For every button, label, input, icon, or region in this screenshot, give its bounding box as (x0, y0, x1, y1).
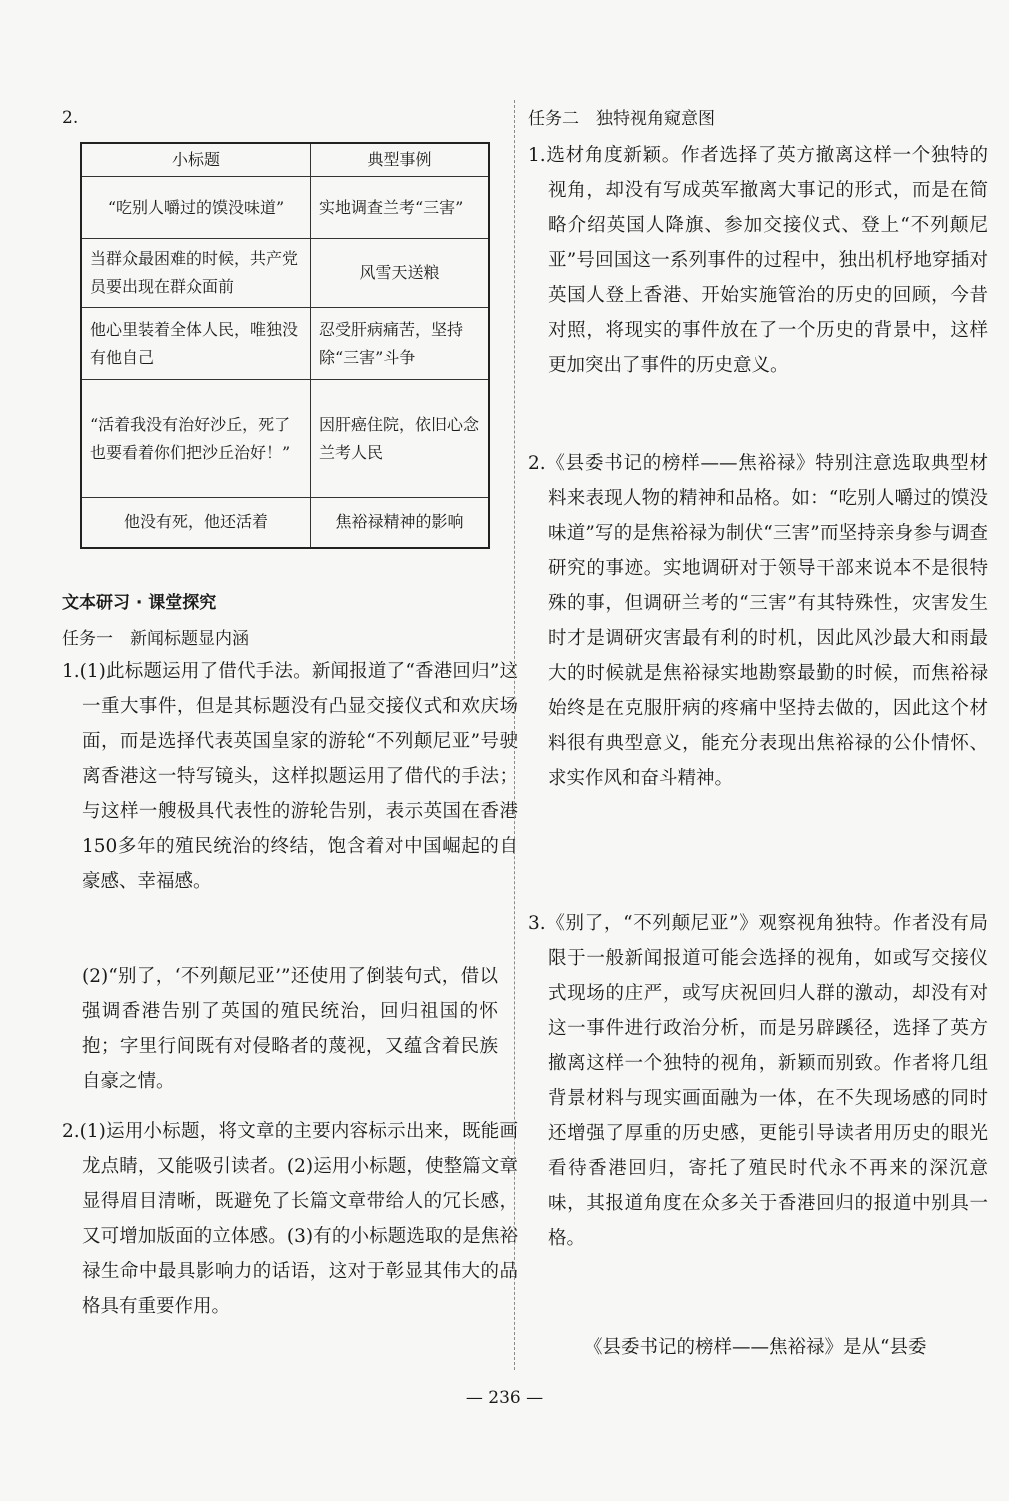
right-paragraph-3: 3.《别了，“不列颠尼亚”》观察视角独特。作者没有局限于一般新闻报道可能会选择的视角，如或写交接仪式现场的庄严，或写庆祝回归人群的激动，却没有对这一事件进行政治分析，而是另辟蹊径，选择了英方撤离这样一个独特的视角，新颖而别致。作者将几组背景材料与现实画面融为一体，在不失现场感的同时还增强了厚重的历史感，更能引导读者用历史的眼光看待香港回归，寄托了殖民时代永不再来的深沉意味，其报道角度在众多关于香港回归的报道中别具一格。 (528, 913, 988, 1249)
table-cell: 忍受肝病痛苦，坚持除“三害”斗争 (311, 308, 490, 380)
table-cell: 实地调查兰考“三害” (311, 177, 490, 239)
table-header-row (81, 143, 489, 177)
left-paragraph-1: 1.(1)此标题运用了借代手法。新闻报道了“香港回归”这一重大事件，但是其标题没有凸显交接仪式和欢庆场面，而是选择代表英国皇家的游轮“不列颠尼亚”号驶离香港这一特写镜头，这样拟题运用了借代的手法；与这样一艘极具代表性的游轮告别，表示英国在香港150多年的殖民统治的终结，饱含着对中国崛起的自豪感、幸福感。 (62, 661, 518, 892)
section-title: 文本研习 · 课堂探究 (62, 593, 217, 613)
table-row (81, 498, 489, 548)
table-header: 小标题 (81, 143, 311, 177)
table-cell: 因肝癌住院，依旧心念兰考人民 (311, 380, 490, 498)
table-header: 典型事例 (311, 143, 490, 177)
table-row (81, 177, 489, 239)
right-paragraph-4: 《县委书记的榜样——焦裕禄》是从“县委 (584, 1337, 927, 1358)
table-cell: 风雪天送粮 (311, 239, 490, 308)
table-cell: “吃别人嚼过的馍没味道” (81, 177, 311, 239)
table-row (81, 308, 489, 380)
right-paragraph-1: 1.选材角度新颖。作者选择了英方撤离这样一个独特的视角，却没有写成英军撤离大事记的形式，而是在简略介绍英国人降旗、参加交接仪式、登上“不列颠尼亚”号回国这一系列事件的过程中，独出机杼地穿插对英国人登上香港、开始实施管治的历史的回顾，今昔对照，将现实的事件放在了一个历史的背景中，这样更加突出了事件的历史意义。 (528, 145, 988, 376)
table-cell: 焦裕禄精神的影响 (311, 498, 490, 548)
column-divider (514, 100, 515, 1370)
summary-table (80, 142, 490, 549)
right-paragraph-2: 2.《县委书记的榜样——焦裕禄》特别注意选取典型材料来表现人物的精神和品格。如：“吃别人嚼过的馍没味道”写的是焦裕禄为制伏“三害”而坚持亲身参与调查研究的事迹。实地调研对于领导干部来说本不是很特殊的事，但调研兰考的“三害”有其特殊性，灾害发生时才是调研灾害最有利的时机，因此风沙最大和雨最大的时候就是焦裕禄实地勘察最勤的时候，而焦裕禄始终是在克服肝病的疼痛中坚持去做的，因此这个材料很有典型意义，能充分表现出焦裕禄的公仆情怀、求实作风和奋斗精神。 (528, 453, 988, 789)
item-number: 2. (62, 108, 79, 128)
table-row (81, 380, 489, 498)
task-two-heading: 任务二 独特视角窥意图 (528, 109, 715, 129)
left-paragraph-3: 2.(1)运用小标题，将文章的主要内容标示出来，既能画龙点睛，又能吸引读者。(2)运用小标题，使整篇文章显得眉目清晰，既避免了长篇文章带给人的冗长感，又可增加版面的立体感。(3)有的小标题选取的是焦裕禄生命中最具影响力的话语，这对于彰显其伟大的品格具有重要作用。 (62, 1121, 518, 1317)
left-paragraph-2: (2)“别了，‘不列颠尼亚’”还使用了倒装句式，借以强调香港告别了英国的殖民统治，回归祖国的怀抱；字里行间既有对侵略者的蔑视，又蕴含着民族自豪之情。 (82, 966, 498, 1092)
table-row (81, 239, 489, 308)
table-cell: 当群众最困难的时候，共产党员要出现在群众面前 (81, 239, 311, 308)
table-cell: 他心里装着全体人民，唯独没有他自己 (81, 308, 311, 380)
table-cell: “活着我没有治好沙丘，死了也要看着你们把沙丘治好！” (81, 380, 311, 498)
page-number: — 236 — (465, 1388, 544, 1408)
table-cell: 他没有死，他还活着 (81, 498, 311, 548)
task-one-heading: 任务一 新闻标题显内涵 (62, 629, 249, 649)
